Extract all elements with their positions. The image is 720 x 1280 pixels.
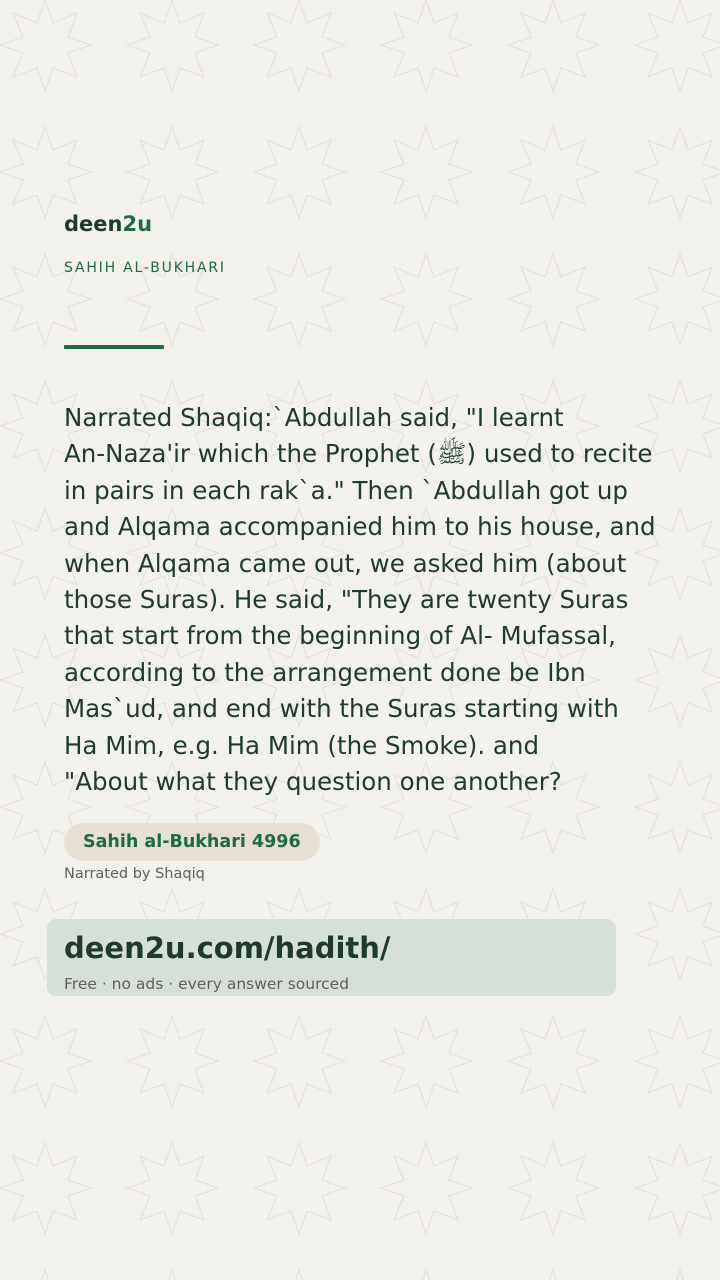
hadith-text: Narrated Shaqiq:`Abdullah said, "I learnt An-Naza'ir which the Prophet (ﷺ) used to recite in pairs in each rak`a." Then `Abdullah got up and Alqama accompanied him to his house, and when Alqama came out, we asked him (about those Suras). He said, "They are twenty Suras that start from the beginning of Al- Mufassal, according to the arrangement done be Ibn Mas`ud, and end with the Suras starting with Ha Mim, e.g. Ha Mim (the Smoke). and "About what they question one another? — [64, 403, 656, 797]
divider-rule — [64, 345, 164, 349]
site-url-link[interactable]: deen2u.com/hadith/ — [64, 931, 391, 965]
narrator-label: Narrated by Shaqiq — [64, 866, 205, 882]
url-banner[interactable] — [47, 919, 616, 996]
brand-name-part1: deen — [64, 212, 123, 236]
url-tagline: Free · no ads · every answer sourced — [64, 975, 350, 993]
brand-name-part2: 2u — [122, 212, 153, 236]
collection-label: SAHIH AL-BUKHARI — [64, 260, 226, 276]
reference-badge: Sahih al-Bukhari 4996 — [64, 823, 320, 861]
brand-logo — [64, 212, 152, 236]
